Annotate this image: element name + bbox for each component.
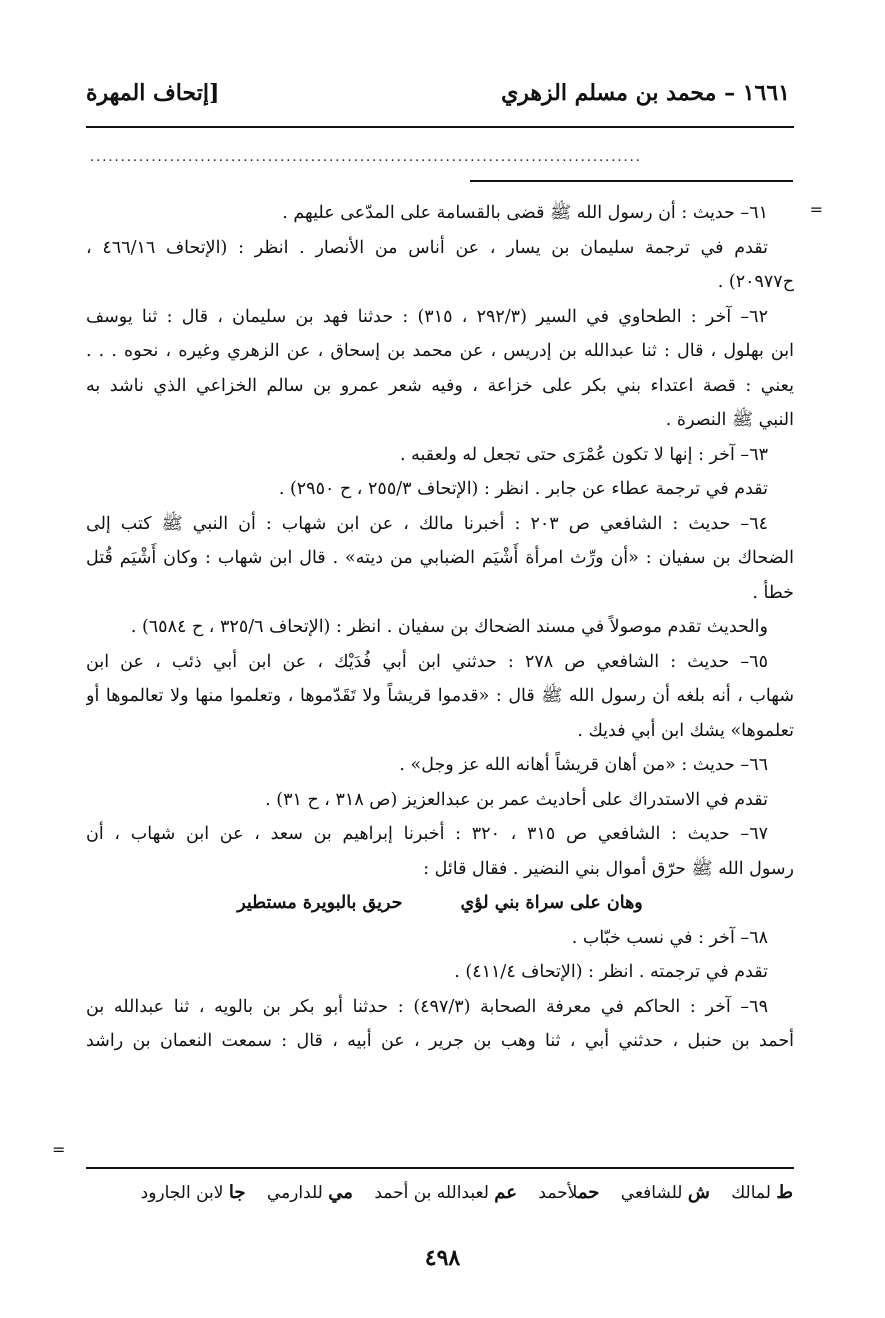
running-head-chapter: ١٦٦١ – محمد بن مسلم الزهري: [501, 80, 790, 106]
text-line: تقدم في ترجمة سليمان بن يسار ، عن أناس من الأنصار . انظر : (الإتحاف ٤٦٦/١٦ ،: [86, 237, 768, 258]
running-head-book: [إتحاف المهرة: [86, 80, 220, 106]
text-line: تقدم في ترجمته . انظر : (الإتحاف ٤١١/٤) .: [454, 962, 768, 982]
text-line: ٦٧– حديث : الشافعي ص ٣١٥ ، ٣٢٠ : أخبرنا إبراهيم بن سعد ، عن ابن شهاب ، أن: [86, 824, 768, 844]
abbr-meaning: لابن الجارود: [140, 1183, 224, 1203]
abbr-code: عم: [494, 1182, 518, 1203]
abbr-item: [374, 1183, 517, 1203]
abbr-item: [621, 1183, 710, 1203]
text-line: ٦٢– آخر : الطحاوي في السير (٢٩٢/٣ ، ٣١٥) : حدثنا فهد بن سليمان ، قال : ثنا يوسف: [86, 306, 768, 327]
text-line: خطأ .: [752, 582, 794, 603]
section-separator: [470, 180, 793, 182]
text-line: تقدم في ترجمة عطاء عن جابر . انظر : (الإتحاف ٢٥٥/٣ ، ح ٢٩٥٠) .: [278, 479, 768, 499]
abbr-code: ط: [776, 1182, 793, 1203]
text-line: ابن بهلول ، قال : ثنا عبدالله بن إدريس ، عن محمد بن إسحاق ، عن الزهري وغيره ، نحوه . . .: [86, 341, 794, 361]
text-line: يعني : قصة اعتداء بني بكر على خزاعة ، وفيه شعر عمرو بن سالم الخزاعي الذي ناشد به: [86, 375, 794, 396]
text-line: ٦١– حديث : أن رسول الله ﷺ قضى بالقسامة على المدّعى عليهم .: [282, 203, 768, 223]
text-line: رسول الله ﷺ حرّق أموال بني النضير . فقال قائل :: [423, 858, 794, 879]
abbr-item: [141, 1183, 246, 1203]
abbr-item: [267, 1183, 353, 1203]
poem-hemistich-second: حريق بالبويرة مستطير: [237, 893, 403, 913]
text-line: ٦٦– حديث : «من أهان قريشاً أهانه الله عز وجل» .: [399, 755, 768, 775]
poem-hemistich-first: وهان على سراة بني لؤي: [460, 893, 643, 913]
header-rule: [86, 126, 794, 128]
text-line: أحمد بن حنبل ، حدثني أبي ، ثنا وهب بن جرير ، عن أبيه ، قال : سمعت النعمان بن راشد: [86, 1031, 794, 1051]
abbr-code: مي: [328, 1182, 353, 1203]
text-line: ٦٣– آخر : إنها لا تكون عُمْرَى حتى تجعل له ولعقبه .: [399, 444, 768, 465]
abbr-meaning: لمالك: [731, 1183, 771, 1203]
abbr-code: جا: [228, 1182, 246, 1203]
abbr-item: [538, 1183, 599, 1203]
main-text: [86, 196, 794, 1059]
text-line: ٦٩– آخر : الحاكم في معرفة الصحابة (٤٩٧/٣) : حدثنا أبو بكر بن بالويه ، ثنا عبدالله بن: [86, 996, 768, 1017]
text-line: ح٢٠٩٧٧) .: [717, 272, 794, 292]
text-line: الضحاك بن سفيان : «أن ورِّث امرأة أَشْيَم الضبابي من ديته» . قال ابن شهاب : وكان أَشْيَم قُتل: [86, 548, 794, 568]
text-line: النبي ﷺ النصرة .: [665, 410, 794, 430]
abbr-code: ش: [687, 1182, 710, 1203]
text-line: تعلموها» يشك ابن أبي فديك .: [577, 720, 794, 741]
abbr-item: [731, 1183, 793, 1203]
ellipsis-line: ..........................................................................................: [90, 150, 642, 165]
abbreviation-key: [125, 1182, 793, 1203]
abbr-code: حم: [577, 1182, 600, 1203]
margin-mark-top: =: [809, 200, 823, 219]
abbr-meaning: لأحمد: [538, 1183, 578, 1203]
text-line: ٦٨– آخر : في نسب خبّاب .: [571, 927, 768, 948]
margin-mark-bottom: =: [52, 1140, 66, 1159]
text-line: شهاب ، أنه بلغه أن رسول الله ﷺ قال : «قدموا قريشاً ولا تَقَدّموها ، وتعلموا منها ولا تعالموها أو: [86, 686, 794, 706]
text-line: ٦٥– حديث : الشافعي ص ٢٧٨ : حدثني ابن أبي فُدَيْك ، عن ابن أبي ذئب ، عن ابن: [86, 651, 768, 672]
poem-verse: [86, 886, 794, 921]
abbr-meaning: للشافعي: [620, 1183, 683, 1203]
text-line: تقدم في الاستدراك على أحاديث عمر بن عبدالعزيز (ص ٣١٨ ، ح ٣١) .: [265, 789, 768, 810]
abbr-meaning: للدارمي: [266, 1183, 323, 1203]
footer-rule: [86, 1167, 794, 1169]
text-line: ٦٤– حديث : الشافعي ص ٢٠٣ : أخبرنا مالك ، عن ابن شهاب : أن النبي ﷺ كتب إلى: [86, 513, 768, 534]
abbr-meaning: لعبدالله بن أحمد: [374, 1183, 489, 1203]
text-line: والحديث تقدم موصولاً في مسند الضحاك بن سفيان . انظر : (الإتحاف ٣٢٥/٦ ، ح ٦٥٨٤) .: [130, 617, 768, 637]
page-number: ٤٩٨: [424, 1245, 461, 1271]
